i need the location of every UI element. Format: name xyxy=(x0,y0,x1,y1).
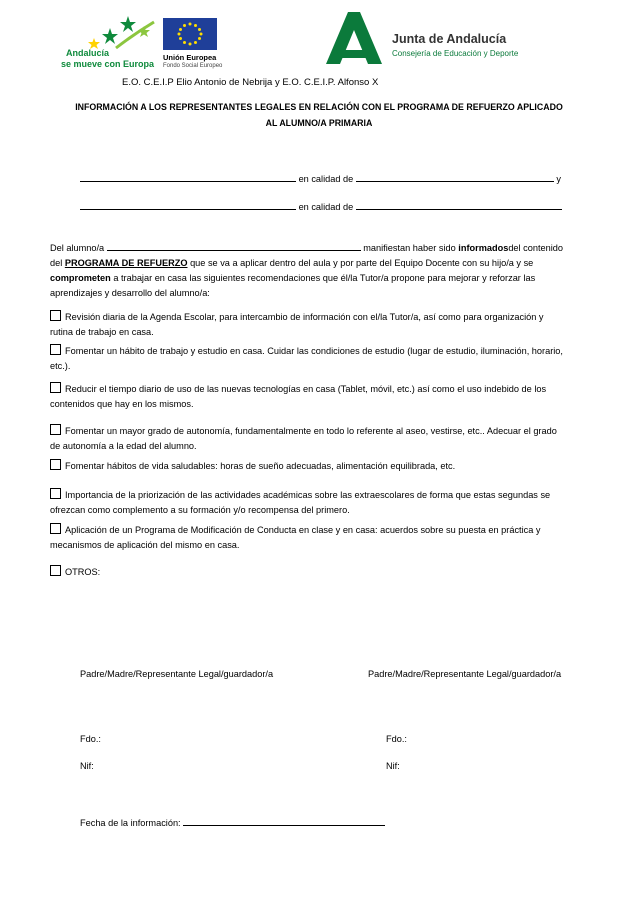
andalucia-logo-text2: se mueve con Europa xyxy=(61,59,155,69)
checkbox[interactable] xyxy=(50,310,61,321)
checkbox[interactable] xyxy=(50,488,61,499)
document-title-line1: INFORMACIÓN A LOS REPRESENTANTES LEGALES EN RELACIÓN CON EL PROGRAMA DE REFUERZO APLICADO xyxy=(75,102,563,112)
checkbox[interactable] xyxy=(50,565,61,576)
ue-logo-text2: Fondo Social Europeo xyxy=(163,63,223,69)
fecha-row xyxy=(80,816,385,828)
ue-logo-text1: Unión Europea xyxy=(163,53,217,62)
student-name-field[interactable] xyxy=(107,241,361,251)
checkbox[interactable] xyxy=(50,459,61,470)
checkbox[interactable] xyxy=(50,424,61,435)
school-names: E.O. C.E.I.P Elio Antonio de Nebrija y E.O. C.E.I.P. Alfonso X xyxy=(122,77,379,88)
ue-logo xyxy=(163,18,223,74)
checklist-item: Fomentar hábitos de vida saludables: horas de sueño adecuadas, alimentación equilibrada, etc. xyxy=(50,459,600,474)
representative-row-2 xyxy=(80,200,562,212)
representative-name-field-1[interactable] xyxy=(80,172,296,182)
fdo-label-left: Fdo.: xyxy=(80,734,101,744)
junta-logo xyxy=(322,10,532,70)
checklist-item: Revisión diaria de la Agenda Escolar, para intercambio de información con el/la Tutor/a, así como para organización y rutina de trabajo en casa. xyxy=(50,312,544,337)
fecha-label: Fecha de la información: xyxy=(80,818,181,828)
capacity-field-1[interactable] xyxy=(356,172,554,182)
checklist-item: Reducir el tiempo diario de uso de las nuevas tecnologías en casa (Tablet, móvil, etc.) así como el uso indebido de los contenidos que hay en los mismos. xyxy=(50,384,547,409)
capacity-label-1: en calidad de xyxy=(298,174,354,184)
junta-emblem-icon xyxy=(322,10,384,66)
conjunction-label: y xyxy=(556,174,561,184)
checklist-item-otros: OTROS: xyxy=(50,565,600,580)
checklist-item: Fomentar un mayor grado de autonomía, fundamentalmente en todo lo referente al aseo, vestirse, etc.. Adecuar el grado de autonomía a la edad del alumno. xyxy=(50,426,557,451)
representative-row-1 xyxy=(80,172,561,184)
andalucia-logo xyxy=(61,14,159,72)
fecha-field[interactable] xyxy=(183,816,385,826)
checkbox[interactable] xyxy=(50,382,61,393)
capacity-label-2: en calidad de xyxy=(298,202,354,212)
signature-role-left: Padre/Madre/Representante Legal/guardador/a xyxy=(80,669,274,679)
nif-label-right: Nif: xyxy=(386,761,400,771)
checkbox[interactable] xyxy=(50,344,61,355)
checklist-item: Aplicación de un Programa de Modificación de Conducta en clase y en casa: acuerdos sobre su puesta en práctica y mecanismos de aplicación del mismo en casa. xyxy=(50,525,541,550)
programa-refuerzo-label: PROGRAMA DE REFUERZO xyxy=(64,258,188,268)
nif-label-left: Nif: xyxy=(80,761,94,771)
signature-role-right: Padre/Madre/Representante Legal/guardador/a xyxy=(368,669,562,679)
capacity-field-2[interactable] xyxy=(356,200,562,210)
eu-flag-icon xyxy=(163,18,217,50)
checklist-item: Fomentar un hábito de trabajo y estudio en casa. Cuidar las condiciones de estudio (lugar de estudio, iluminación, horario, etc.). xyxy=(50,346,563,371)
checkbox[interactable] xyxy=(50,523,61,534)
fdo-label-right: Fdo.: xyxy=(386,734,407,744)
andalucia-logo-text1: Andalucía xyxy=(66,48,110,58)
document-title-line2: AL ALUMNO/A PRIMARIA xyxy=(265,118,373,128)
junta-logo-text2: Consejería de Educación y Deporte xyxy=(392,49,519,58)
checklist-item: Importancia de la priorización de las actividades académicas sobre las extraescolares de forma que estas segundas se ofrezcan como complemento a su formación y/o recompensa del primero. xyxy=(50,490,551,515)
representative-name-field-2[interactable] xyxy=(80,200,296,210)
junta-logo-text1: Junta de Andalucía xyxy=(392,32,507,46)
intro-paragraph: Del alumno/a manifiestan haber sido informadosdel contenido del PROGRAMA DE REFUERZO que se va a aplicar dentro del aula y por parte del Equipo Docente con su hijo/a y se comprometen a trabajar en casa las siguientes recomendaciones que él/la Tutor/a propone para mejorar y reforzar las aprendizajes y desarrollo del alumno/a: xyxy=(50,243,563,298)
student-label: Del alumno/a xyxy=(50,243,105,253)
